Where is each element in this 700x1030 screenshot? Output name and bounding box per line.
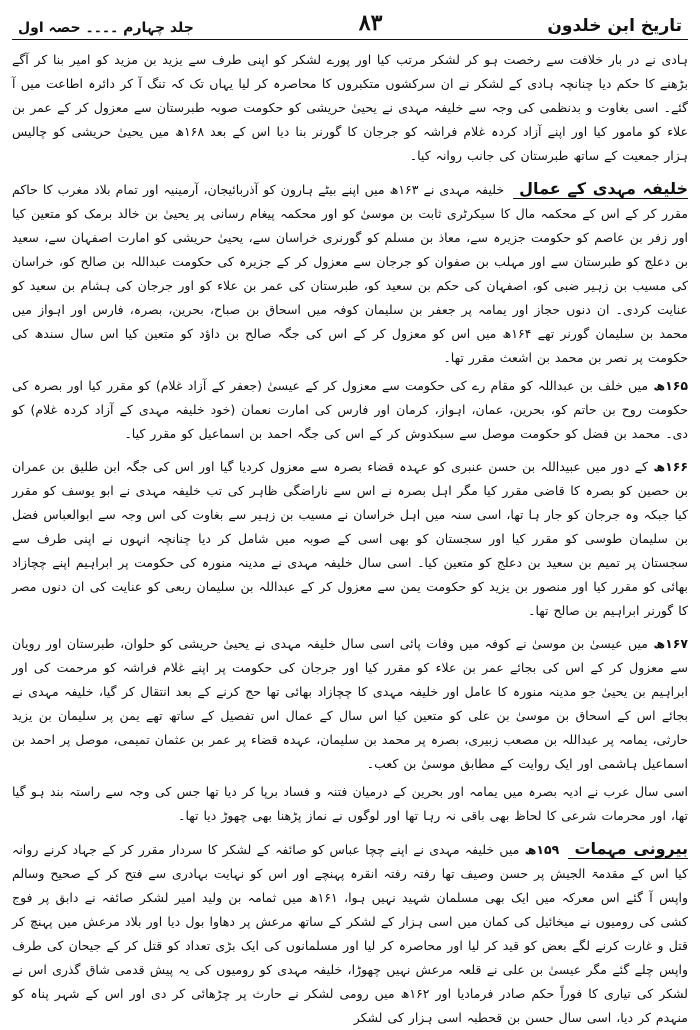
year-marker: ۱۶۷ھ [653, 636, 688, 651]
paragraph-text: ہادی نے در بار خلافت سے رخصت ہو کر لشکر مرتب کیا اور پورے لشکر کو اپنی طرف سے یزید بن مزید کو امیر بنا کر آگے بڑھنے کا حکم دیا چنانچہ ہادی کے لشکر نے ان سرکشوں متکبروں کا محاصرہ کر لیا یہاں تک کہ تنگ آ کر دائرہ اطاعت میں آ گئے۔ اسی بغاوت و بدنظمی کی وجہ سے خلیفہ مہدی نے یحییٰ حریشی کو حکومت صوبہ طبرستان سے معزول کر کے عمر بن علاء کو مامور کیا اور اپنے آزاد کردہ غلام فراشہ کو جرجان کا گورنر بنا دیا اس کے بعد ۱۶۸ھ میں یحییٰ حریشی کو چالیس ہزار جمعیت کے ساتھ طبرستان کی جانب روانہ کیا۔ [12, 52, 688, 163]
paragraph [12, 177, 688, 370]
paragraph [12, 48, 688, 168]
paragraph-text: کے دور میں عبیداللہ بن حسن عنبری کو عہدہ قضاء بصرہ سے معزول کردیا گیا اور اس کی جگہ ابن طلیق بن عمران بن حصین کو بصرہ کا قاضی مقرر کیا مگر اہل بصرہ نے اس سے ناراضگی ظاہر کی تب خلیفہ مہدی نے ابو یوسف کو مقرر کیا جبکہ وہ جرجان کو جار ہا تھا، اسی سنہ میں اہل خراسان نے مسیب بن زہیر سے بغاوت کی اس وجہ سے ابوالعباس فضل بن سلیمان طوسی کو مقرر کیا اور سجستان کو بھی اسی کے صوبہ میں شامل کر دیا چنانچہ انہوں نے اپنی طرف سے سجستان پر تمیم بن سعید بن دعلج کو متعین کیا۔ اسی سال خلیفہ مہدی نے مدینہ منورہ کی حکومت پر ابراہیم اپنے چچازاد بھائی کو مقرر کیا اور منصور بن یزید کو حکومت یمن سے معزول کر کے عبداللہ بن سلیمان ربعی کو عنایت کی ان دنوں مصر کا گورنر ابراہیم بن صالح تھا۔ [12, 459, 688, 618]
volume-label: جلد چہارم ۔۔۔۔ حصہ اول [18, 20, 194, 36]
paragraph-text: میں خلیفہ مہدی نے اپنے چچا عباس کو صائفہ کے لشکر کا سردار مقرر کر کے جہاد کرنے روانہ کیا اس کے مقدمۃ الجیش پر حسن وصیف تھا رفتہ رفتہ انقرہ پہنچے اور اس کو نہایت بہادری سے فتح کر کے صحیح وسالم واپس آ گئے اس معرکہ میں ایک بھی مسلمان شہید نہیں ہوا، ۱۶۱ھ میں ثمامہ بن ولید امیر لشکر صائفہ نے دابق پر فوج کشی کی رومیوں نے میخائیل کی کمان میں اسی ہزار کے لشکر کے ساتھ مرعش پر دھاوا بول دیا اور بلاد مرعش میں پہنچ کر قتل و غارت کرنے لگے بعض کو قید کر لیا اور محاصرہ کر لیا اور مسلمانوں کی ایک بڑی تعداد کو قتل کر کے جیحان کی طرف واپس چلے گئے مگر عیسیٰ بن علی نے قلعہ مرعش نہیں چھوڑا، خلیفہ مہدی کو رومیوں کی یہ پیش قدمی شاق گذری اس نے لشکر کی تیاری کا فوراً حکم صادر فرمادیا اور ۱۶۲ھ میں رومی لشکر نے حارث پر چڑھائی کر دی اور اس کے شہر پناہ کو منہدم کر دیا، اسی سال حسن بن قحطبہ اسی ہزار کی لشکر [12, 842, 688, 1025]
paragraph [12, 632, 688, 776]
paragraph [12, 837, 688, 1030]
year-marker: ۱۶۶ھ [653, 459, 688, 474]
paragraph-text: میں عیسیٰ بن موسیٰ نے کوفہ میں وفات پائی اسی سال خلیفہ مہدی نے یحییٰ حریشی کو حلوان، طبرستان اور رویان سے معزول کر کے اس کی بجائے عمر بن علاء کو مقرر کیا اور جرجان کی حکومت پر اپنے غلام فراشہ کو مرحمت کی اور ابراہیم بن یحییٰ جو مدینہ منورہ کا عامل اور خلیفہ مہدی کا چچازاد بھائی تھا حج کرنے کے بعد انتقال کر گیا، خلیفہ مہدی نے بجائے اس کے اسحاق بن موسیٰ بن علی کو متعین کیا اس سال کے عمال اس تفصیل کے ساتھ تھے یمن پر سلیمان بن یزید حارثی، یمامہ پر عبداللہ بن مصعب زبیری، بصرہ پر محمد بن سلیمان، عہدہ قضاء پر عمر بن عثمان تمیمی، موصل پر احمد بن اسماعیل ہاشمی اور ایک روایت کے مطابق موسیٰ بن کعب۔ [12, 636, 688, 771]
page-body [12, 48, 688, 1030]
page-header [12, 6, 688, 40]
paragraph-text: میں خلف بن عبداللہ کو مقام رے کی حکومت سے معزول کر کے عیسیٰ (جعفر کے آزاد غلام) کو مقرر کیا اور بصرہ کی حکومت روح بن حاتم کو، بحرین، عمان، اہواز، کرمان اور فارس کی امارت نعمان (خود خلیفہ مہدی کے آزاد کردہ غلام) کو دی۔ محمد بن فضل کو حکومت موصل سے سبکدوش کر کے اس کی جگہ احمد بن اسماعیل کو مقرر کیا۔ [12, 378, 688, 441]
year-marker: ۱۵۹ھ [524, 842, 560, 857]
section-heading: خلیفہ مہدی کے عمال [513, 179, 688, 199]
paragraph-text: اسی سال عرب نے ادیہ بصرہ میں یمامہ اور بحرین کے درمیان فتنہ و فساد برپا کر دیا تھا جس کی وجہ سے راستہ بند ہو گیا تھا، اور محرمات شرعی کا لحاظ بھی باقی نہ رہا تھا اور لوگوں نے نماز پڑھنا بھی چھوڑ دیا تھا۔ [12, 784, 688, 823]
paragraph [12, 374, 688, 446]
book-title: تاریخ ابن خلدون [547, 16, 682, 36]
year-marker: ۱۶۵ھ [653, 378, 688, 393]
paragraph [12, 455, 688, 623]
section-heading: بیرونی مہمات [568, 839, 688, 859]
paragraph-text: خلیفہ مہدی نے ۱۶۳ھ میں اپنے بیٹے ہارون کو آذربائیجان، آرمینیہ اور تمام بلاد مغرب کا حاکم مقرر کر کے اس کے محکمہ مال کا سیکرٹری ثابت بن موسیٰ کو اور محکمہ پیغام رسانی پر یحییٰ بن خالد برمک کو متعین کیا اور زفر بن عاصم کو حکومت جزیرہ سے، معاذ بن مسلم کو گورنری خراسان سے، یحییٰ حریشی کو امارت اصفہان سے، سعید بن دعلج کو طبرستان سے اور مہلب بن صفوان کو جرجان سے معزول کر کے جزیرہ کی حکومت عبداللہ بن صالح کو، خراسان کی مسیب بن زہیر ضبی کو، اصفہان کی حکم بن سعید کو، طبرستان کی عمر بن علاء کو اور جرجان کی ہشام بن سعید کو عنایت کردی۔ ان دنوں حجاز اور یمامہ پر جعفر بن سلیمان کوفہ میں اسحاق بن صباح، بحرین، بصرہ، فارس اور اہواز میں محمد بن سلیمان گورنر تھے ۱۶۴ھ میں اس کو معزول کر کے اس کی جگہ صالح بن داؤد کو متعین کیا اس سال سندھ کی حکومت پر نصر بن محمد بن اشعث مقرر تھا۔ [12, 182, 688, 365]
page-number: ۸۳ [358, 10, 383, 36]
paragraph [12, 780, 688, 828]
